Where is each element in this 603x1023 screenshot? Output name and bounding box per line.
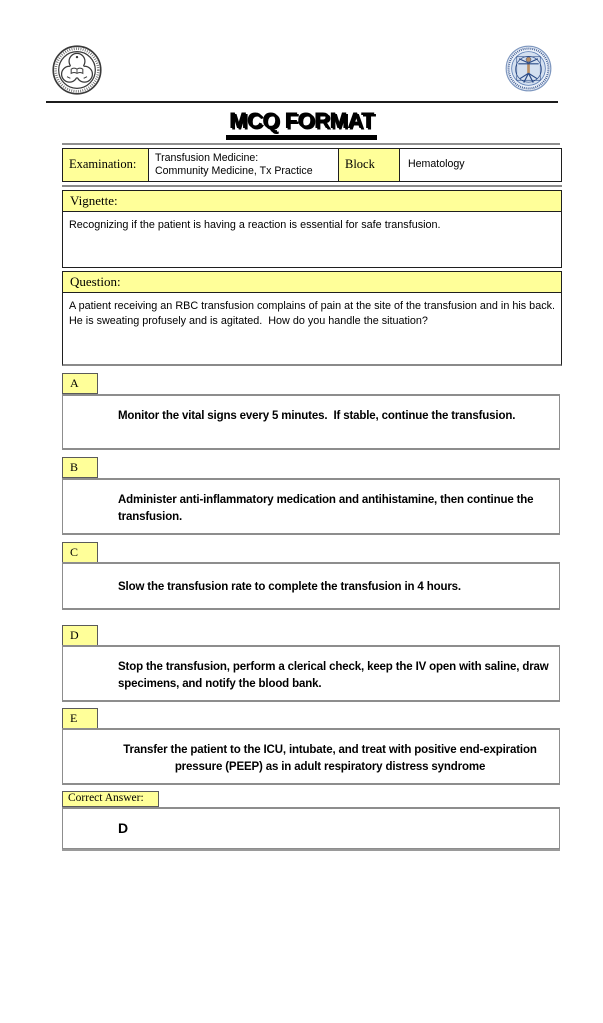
option-e-text: Transfer the patient to the ICU, intubate, and treat with positive end-expiration pressure (PEEP) as in adult respiratory distress syndrome	[123, 744, 540, 773]
vitruvian-man-logo	[505, 45, 552, 92]
block-value: Hematology	[399, 149, 561, 181]
option-c-tab: C	[62, 542, 98, 563]
option-c-box	[62, 562, 560, 610]
vignette-section	[62, 190, 562, 268]
title-underline-rule	[62, 143, 560, 145]
option-d-box	[62, 645, 560, 702]
examination-label: Examination:	[63, 149, 148, 181]
examination-value	[148, 149, 338, 181]
option-b-text: Administer anti-inflammatory medication and antihistamine, then continue the transfusion.	[118, 494, 537, 523]
page-title: MCQ FORMAT	[226, 108, 377, 138]
option-e-tab: E	[62, 708, 98, 729]
option-c-text: Slow the transfusion rate to complete the transfusion in 4 hours.	[118, 581, 461, 593]
university-seal-logo	[52, 45, 102, 95]
exam-info-table	[62, 148, 562, 182]
correct-answer-box	[62, 807, 560, 849]
option-b-tab: B	[62, 457, 98, 478]
examination-value-line1: Transfusion Medicine:	[155, 152, 259, 164]
examination-value-line2: Community Medicine, Tx Practice	[155, 165, 313, 177]
option-a-box	[62, 394, 560, 450]
header-divider-line	[46, 101, 558, 103]
vignette-header: Vignette:	[63, 191, 561, 212]
correct-answer-value: D	[118, 820, 129, 836]
exam-table-shadow-rule	[62, 185, 562, 187]
block-label: Block	[338, 149, 399, 181]
option-b-box	[62, 478, 560, 535]
option-e-box	[62, 728, 560, 785]
title-row	[0, 108, 603, 138]
option-a-tab: A	[62, 373, 98, 394]
option-d-tab: D	[62, 625, 98, 646]
option-a-text: Monitor the vital signs every 5 minutes. If stable, continue the transfusion.	[118, 410, 516, 422]
option-d-text: Stop the transfusion, perform a clerical check, keep the IV open with saline, draw specimens, and notify the blood bank.	[118, 661, 552, 690]
correct-answer-tab: Correct Answer:	[62, 791, 159, 807]
question-text: A patient receiving an RBC transfusion complains of pain at the site of the transfusion and in his back. He is sweating profusely and is agitated. How do you handle the situation?	[69, 300, 561, 327]
question-header: Question:	[63, 272, 561, 293]
vignette-text: Recognizing if the patient is having a reaction is essential for safe transfusion.	[69, 219, 441, 231]
question-section	[62, 271, 562, 366]
